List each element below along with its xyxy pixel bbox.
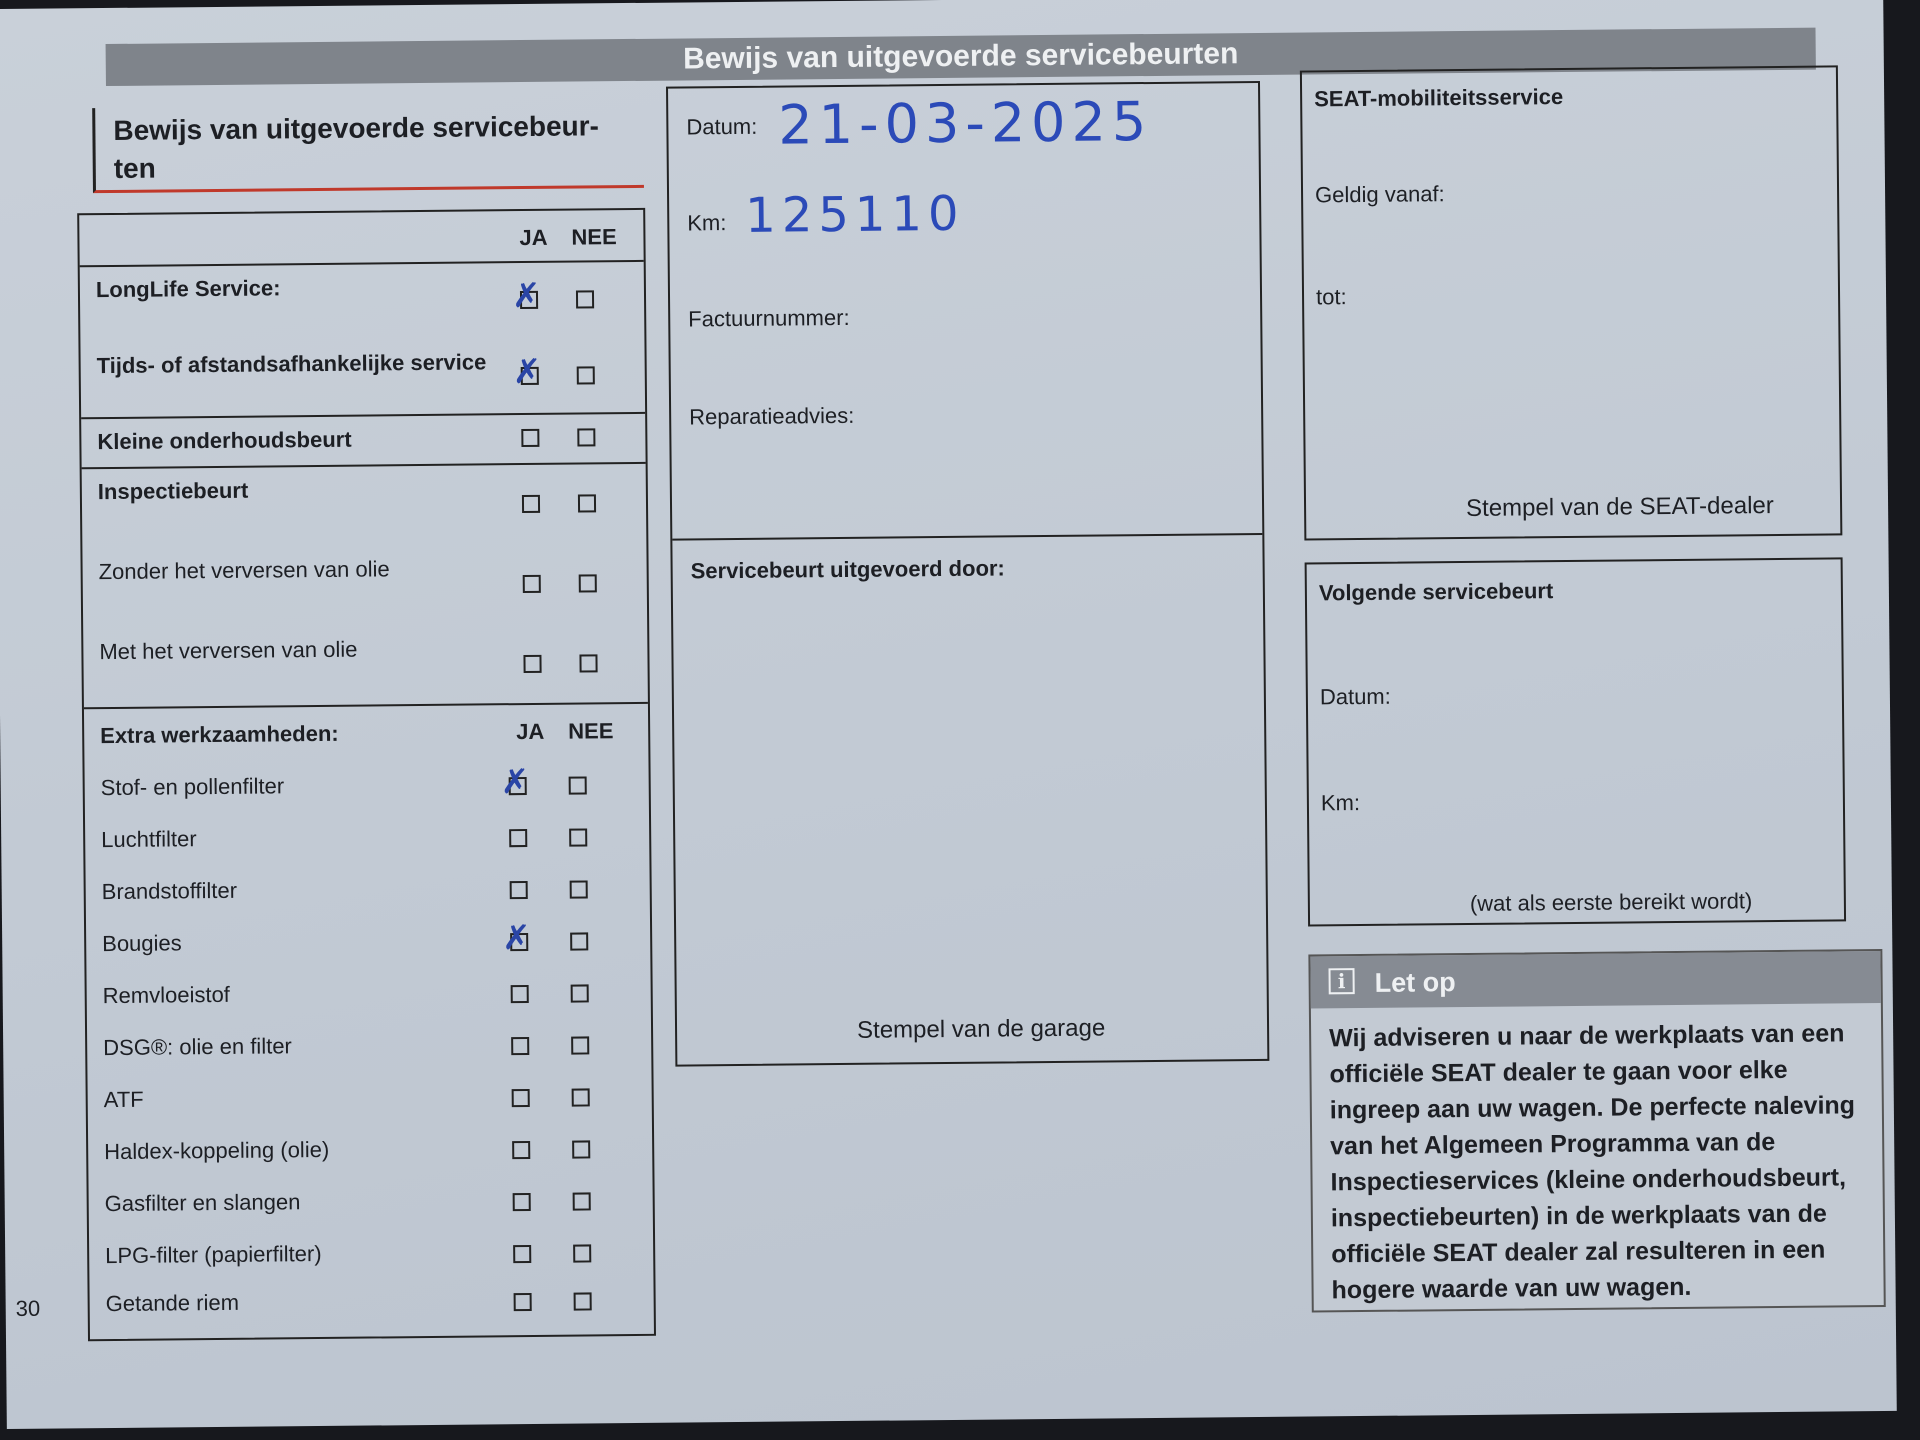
uitgevoerd-label: Servicebeurt uitgevoerd door: — [690, 555, 1005, 584]
divider — [84, 702, 648, 709]
warning-box — [1308, 949, 1885, 1312]
item-lucht-label: Luchtfilter — [101, 826, 197, 853]
extra-nee-label: NEE — [568, 718, 614, 744]
next-service-box — [1305, 557, 1846, 926]
longlife-label: LongLife Service: — [95, 275, 281, 303]
check-mark-icon: ✗ — [512, 351, 542, 393]
stempel-garage-label: Stempel van de garage — [856, 1014, 1106, 1044]
datum-label: Datum: — [686, 113, 758, 140]
tijds-label: Tijds- of afstandsafhankelijke service — [96, 349, 487, 379]
km-handwritten-value: 125110 — [744, 185, 965, 244]
check-mark-icon: ✗ — [500, 761, 530, 803]
geldig-label: Geldig vanaf: — [1314, 181, 1445, 208]
item-riem-ja-checkbox[interactable] — [514, 1293, 532, 1311]
item-remvloeistof-nee-checkbox[interactable] — [571, 984, 589, 1002]
extra-ja-label: JA — [516, 718, 545, 745]
item-haldex-label: Haldex-koppeling (olie) — [104, 1136, 330, 1165]
next-datum-label: Datum: — [1319, 683, 1391, 710]
col-nee-label: NEE — [571, 224, 617, 250]
item-atf-label: ATF — [103, 1086, 144, 1113]
item-gasfilter-nee-checkbox[interactable] — [573, 1192, 591, 1210]
next-service-title: Volgende servicebeurt — [1318, 578, 1554, 606]
item-brandstof-label: Brandstoffilter — [101, 877, 238, 905]
extra-label: Extra werkzaamheden: — [100, 720, 339, 749]
next-km-label: Km: — [1320, 790, 1361, 816]
divider — [80, 260, 644, 267]
warning-text: Wij adviseren u naar de werkplaats van een officiële SEAT dealer te gaan voor elke ingreep aan uw wagen. De perfecte naleving van het Algemeen Programma van de Inspectieservices (kleine onderhoudsbeurt, inspectiebeurten) in de werkplaats van de officiële SEAT dealer zal resulteren in een hogere waarde van uw wagen. — [1329, 1019, 1856, 1305]
zonder-olie-label: Zonder het verversen van olie — [98, 556, 390, 585]
divider — [81, 412, 645, 419]
item-atf-ja-checkbox[interactable] — [512, 1089, 530, 1107]
kleine-ja-checkbox[interactable] — [521, 429, 539, 447]
item-lpg-label: LPG-filter (papierfilter) — [105, 1241, 322, 1269]
warning-title: Let op — [1374, 967, 1456, 998]
service-checklist — [77, 208, 656, 1341]
item-stof-ja-checkbox[interactable] — [500, 761, 530, 803]
next-note-label: (wat als eerste bereikt wordt) — [1469, 888, 1753, 916]
item-bougies-ja-checkbox[interactable] — [501, 917, 531, 959]
item-bougies-nee-checkbox[interactable] — [570, 932, 588, 950]
item-bougies-label: Bougies — [102, 930, 182, 957]
check-mark-icon: ✗ — [501, 917, 531, 959]
divider — [672, 533, 1262, 541]
check-mark-icon: ✗ — [511, 275, 541, 317]
inspectie-ja-checkbox[interactable] — [522, 495, 540, 513]
item-dsg-nee-checkbox[interactable] — [571, 1036, 589, 1054]
item-stof-label: Stof- en pollenfilter — [100, 773, 285, 801]
kleine-label: Kleine onderhoudsbeurt — [97, 426, 352, 455]
item-stof-nee-checkbox[interactable] — [569, 776, 587, 794]
item-dsg-label: DSG®: olie en filter — [103, 1033, 292, 1061]
item-dsg-ja-checkbox[interactable] — [511, 1037, 529, 1055]
km-label: Km: — [687, 210, 727, 236]
info-icon: i — [1328, 968, 1354, 994]
factuur-label: Factuurnummer: — [688, 304, 850, 332]
item-lucht-ja-checkbox[interactable] — [509, 829, 527, 847]
page-header-title: Bewijs van uitgevoerde servicebeurten — [682, 37, 1239, 76]
item-haldex-ja-checkbox[interactable] — [512, 1141, 530, 1159]
service-record-box — [666, 81, 1269, 1067]
tot-label: tot: — [1315, 284, 1347, 310]
zonder-olie-ja-checkbox[interactable] — [523, 575, 541, 593]
item-gasfilter-ja-checkbox[interactable] — [513, 1193, 531, 1211]
mobility-service-box — [1300, 65, 1842, 540]
met-olie-nee-checkbox[interactable] — [579, 654, 597, 672]
longlife-ja-checkbox[interactable] — [511, 275, 541, 317]
datum-handwritten-value: 21-03-2025 — [778, 89, 1153, 157]
item-brandstof-ja-checkbox[interactable] — [510, 881, 528, 899]
kleine-nee-checkbox[interactable] — [577, 428, 595, 446]
item-lpg-nee-checkbox[interactable] — [573, 1244, 591, 1262]
item-lucht-nee-checkbox[interactable] — [569, 828, 587, 846]
item-atf-nee-checkbox[interactable] — [572, 1088, 590, 1106]
tijds-nee-checkbox[interactable] — [577, 366, 595, 384]
mobility-title: SEAT-mobiliteitsservice — [1314, 84, 1564, 112]
stempel-dealer-label: Stempel van de SEAT-dealer — [1465, 492, 1774, 522]
item-remvloeistof-label: Remvloeistof — [102, 981, 230, 1009]
item-riem-label: Getande riem — [105, 1289, 240, 1317]
item-lpg-ja-checkbox[interactable] — [513, 1245, 531, 1263]
tijds-ja-checkbox[interactable] — [512, 351, 542, 393]
section-heading — [92, 103, 644, 193]
inspectie-nee-checkbox[interactable] — [578, 494, 596, 512]
longlife-nee-checkbox[interactable] — [576, 290, 594, 308]
item-brandstof-nee-checkbox[interactable] — [570, 880, 588, 898]
met-olie-label: Met het verversen van olie — [99, 636, 358, 665]
zonder-olie-nee-checkbox[interactable] — [579, 574, 597, 592]
warning-header — [1310, 951, 1880, 1008]
item-haldex-nee-checkbox[interactable] — [572, 1140, 590, 1158]
met-olie-ja-checkbox[interactable] — [523, 655, 541, 673]
divider — [82, 462, 646, 469]
item-riem-nee-checkbox[interactable] — [574, 1292, 592, 1310]
page-number: 30 — [15, 1295, 41, 1321]
col-ja-label: JA — [519, 224, 548, 251]
section-title: Bewijs van uitgevoerde servicebeur- ten — [113, 110, 600, 184]
reparatie-label: Reparatieadvies: — [689, 402, 855, 430]
item-gasfilter-label: Gasfilter en slangen — [104, 1189, 301, 1217]
item-remvloeistof-ja-checkbox[interactable] — [511, 985, 529, 1003]
inspectie-label: Inspectiebeurt — [97, 477, 249, 505]
